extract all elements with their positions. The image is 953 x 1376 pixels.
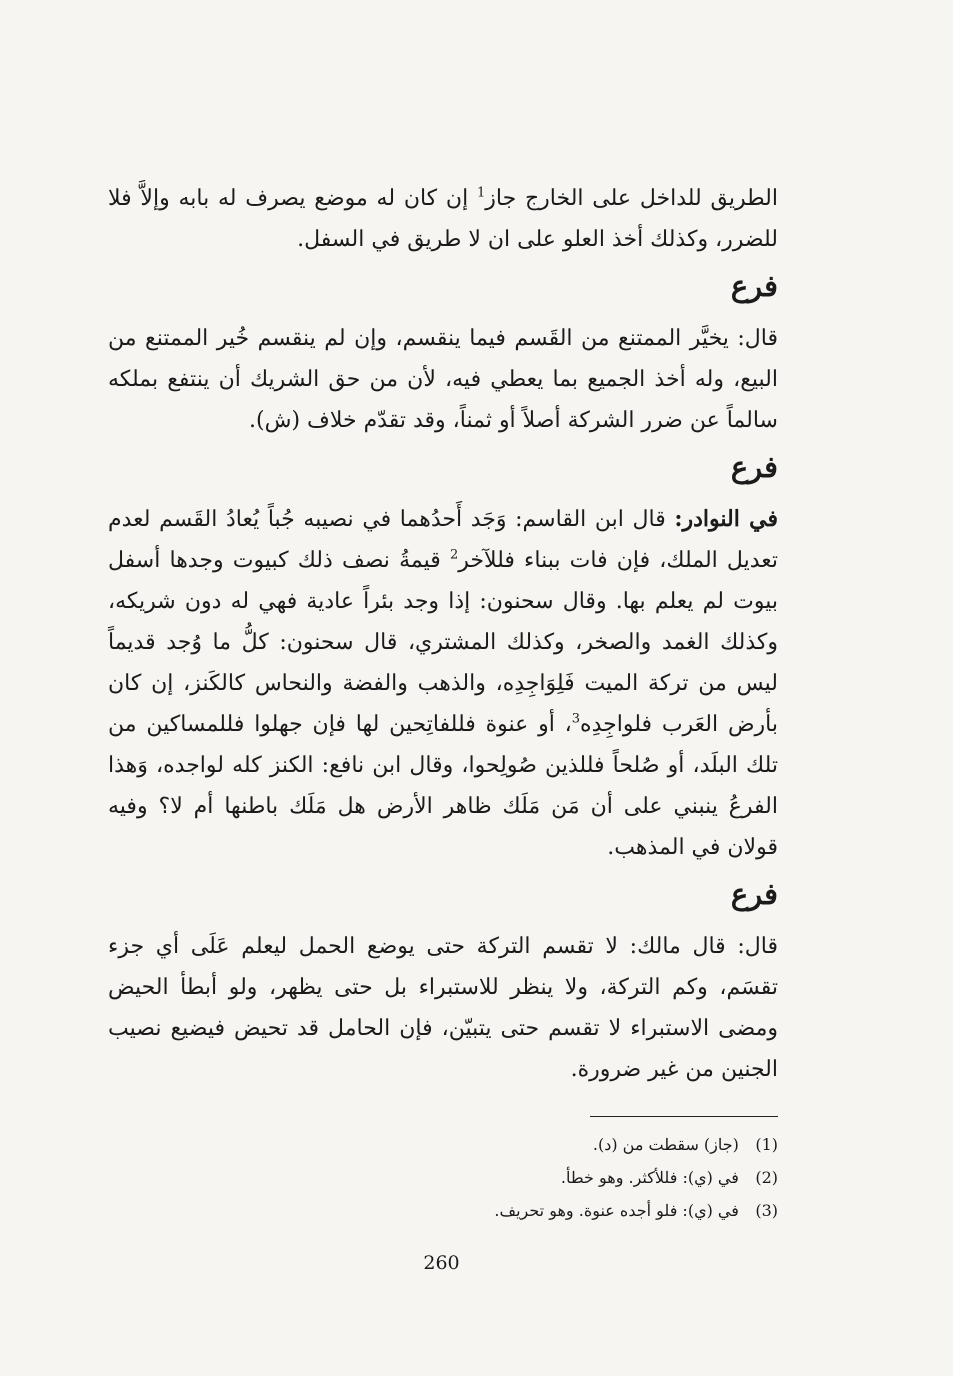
paragraph-3-text-a: قال ابن القاسم: وَجَد أَحدُهما في نصيبه جُباً يُعادُ القَسم لعدم تعديل الملك، فإن فات ببناء فللآخر	[108, 507, 778, 573]
paragraph-2: قال: يخيَّر الممتنع من القَسم فيما ينقسم، وإن لم ينقسم خُير الممتنع من البيع، وله أخذ الجميع بما يعطي فيه، لأن من حق الشريك أن ينتفع بملكه سالماً عن ضرر الشركة أصلاً أو ثمناً، وقد تقدّم خلاف (ش).	[108, 326, 778, 433]
footnote-text: في (ي): فلو أجده عنوة. وهو تحريف.	[494, 1201, 739, 1220]
paragraph-1-text-a: الطريق للداخل على الخارج جاز	[485, 186, 778, 211]
footnotes	[300, 1128, 778, 1227]
footnote-text: في (ي): فللأكثر. وهو خطأ.	[560, 1168, 739, 1187]
paragraph-3-text-b: قيمةُ نصف ذلك كبيوت وجدها أسفل بيوت لم يعلم بها. وقال سحنون: إذا وجد بئراً عادية فهي له دون شريكه، وكذلك الغمد والصخر، وكذلك المشتري، قال سحنون: كلُّ ما وُجد قديماً ليس من تركة الميت فَلِوَاجِدِه، والذهب والفضة والنحاس كالكَنز، إن كان بأرض العَرب فلواجِدِه	[108, 548, 778, 737]
footnote-ref-1[interactable]: 1	[476, 185, 486, 201]
footnote-divider	[590, 1116, 778, 1117]
footnote-text: (جاز) سقطت من (د).	[592, 1135, 739, 1154]
footnote-ref-3[interactable]: 3	[571, 711, 581, 727]
section-heading-3: فرع	[730, 877, 778, 911]
paragraph-1-text-b: إن كان له موضع يصرف له بابه وإلاَّ فلا للضرر، وكذلك أخذ العلو على ان لا طريق في السفل.	[108, 186, 778, 252]
footnote-number: (2)	[755, 1168, 778, 1187]
paragraph-3	[108, 499, 778, 868]
footnote-number: (1)	[755, 1135, 778, 1154]
section-heading-2: فرع	[730, 450, 778, 484]
footnote-3	[300, 1194, 778, 1227]
footnote-ref-2[interactable]: 2	[449, 547, 459, 563]
paragraph-3-text-c: ، أو عنوة فللفاتِحين لها فإن جهلوا فللمساكين من تلك البلَد، أو صُلحاً فللذين صُولِحوا، وقال ابن نافع: الكنز كله لواجده، وَهذا الفرعُ ينبني على أن مَن مَلَك ظاهر الأرض هل مَلَك باطنها أم لا؟ وفيه قولان في المذهب.	[108, 712, 778, 860]
page-body	[108, 178, 778, 1090]
page-number: 260	[423, 1252, 460, 1274]
footnote-1	[300, 1128, 778, 1161]
source-title-nawadir: في النوادر:	[674, 506, 778, 532]
footnote-2	[300, 1161, 778, 1194]
paragraph-1	[108, 178, 778, 260]
footnote-number: (3)	[755, 1201, 778, 1220]
section-heading-1: فرع	[730, 269, 778, 303]
paragraph-4: قال: قال مالك: لا تقسم التركة حتى يوضع الحمل ليعلم عَلَى أي جزء تقسَم، وكم التركة، ولا ينظر للاستبراء بل حتى يظهر، ولو أبطأ الحيض ومضى الاستبراء لا تقسم حتى يتبيّن، فإن الحامل قد تحيض فيضيع نصيب الجنين من غير ضرورة.	[108, 934, 778, 1082]
